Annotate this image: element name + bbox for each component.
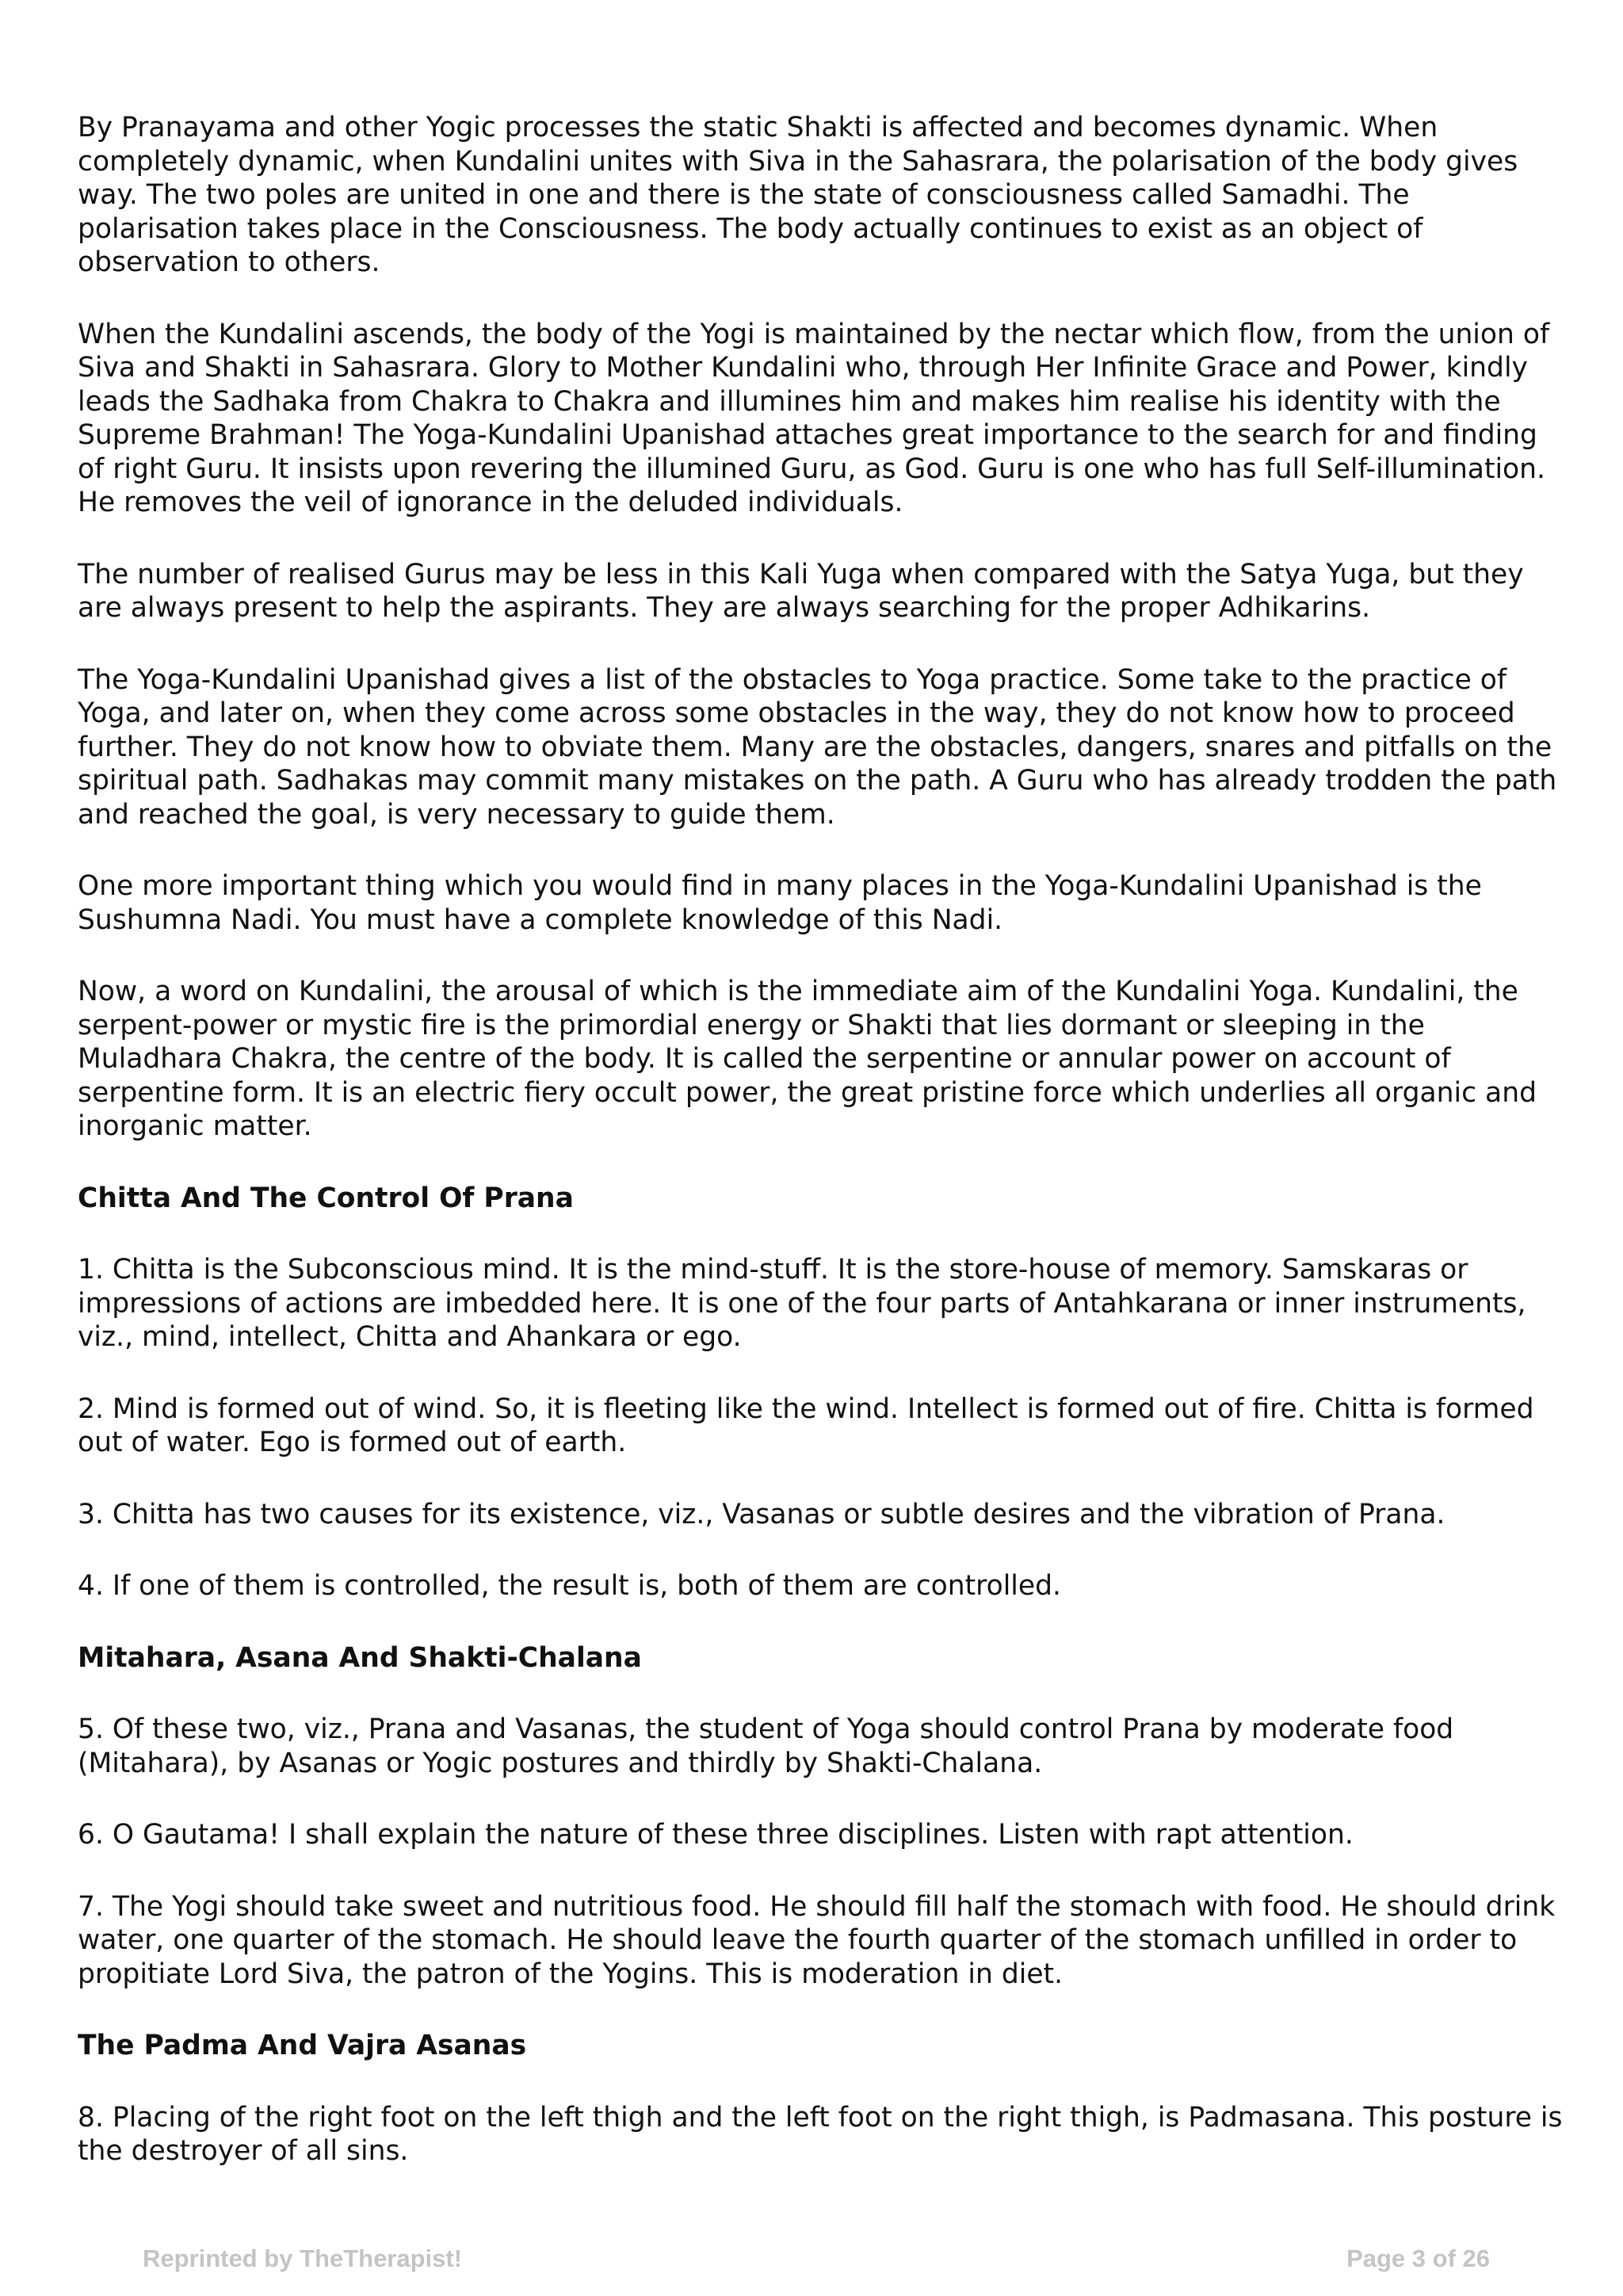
verse-2: 2. Mind is formed out of wind. So, it is fleeting like the wind. Intellect is formed out of fire. Chitta is formed out of water. Ego is formed out of earth. — [78, 1392, 1534, 1458]
paragraph-pranayama: By Pranayama and other Yogic processes the static Shakti is affected and becomes dynamic. When completely dynamic, when Kundalini unites with Siva in the Sahasrara, the polarisation of the body gives way. The two poles are united in one and there is the state of consciousness called Samadhi. The polarisation takes place in the Consciousness. The body actually continues to exist as an object of observation to others. — [78, 112, 1518, 278]
document-body — [78, 111, 1568, 2206]
paragraph-kundalini-ascends: When the Kundalini ascends, the body of the Yogi is maintained by the nectar which flow, from the union of Siva and Shakti in Sahasrara. Glory to Mother Kundalini who, through Her Infinite Grace and Power, kindly leads the Sadhaka from Chakra to Chakra and illumines him and makes him realise his identity with the Supreme Brahman! The Yoga-Kundalini Upanishad attaches great importance to the search for and finding of right Guru. It insists upon revering the illumined Guru, as God. Guru is one who has full Self-illumination. He removes the veil of ignorance in the deluded individuals. — [78, 318, 1550, 518]
footer-reprint-credit: Reprinted by TheTherapist! — [143, 2244, 463, 2272]
verse-6: 6. O Gautama! I shall explain the nature of these three disciplines. Listen with rapt attention. — [78, 1819, 1354, 1851]
section-heading-padma-vajra: The Padma And Vajra Asanas — [78, 2030, 527, 2061]
verse-7: 7. The Yogi should take sweet and nutritious food. He should fill half the stomach with food. He should drink water, one quarter of the stomach. He should leave the fourth quarter of the stomach unfilled in order to propitiate Lord Siva, the patron of the Yogins. This is moderation in diet. — [78, 1890, 1556, 1990]
verse-8: 8. Placing of the right foot on the left thigh and the left foot on the right thigh, is Padmasana. This posture is the destroyer of all sins. — [78, 2101, 1563, 2167]
section-heading-chitta: Chitta And The Control Of Prana — [78, 1182, 574, 1214]
paragraph-obstacles: The Yoga-Kundalini Upanishad gives a list of the obstacles to Yoga practice. Some take to the practice of Yoga, and later on, when they come across some obstacles in the way, they do not know how to proceed further. They do not know how to obviate them. Many are the obstacles, dangers, snares and pitfalls on the spiritual path. Sadhakas may commit many mistakes on the path. A Guru who has already trodden the path and reached the goal, is very necessary to guide them. — [78, 663, 1557, 831]
paragraph-sushumna: One more important thing which you would find in many places in the Yoga-Kundalini Upanishad is the Sushumna Nadi. You must have a complete knowledge of this Nadi. — [78, 870, 1482, 936]
paragraph-realised-gurus: The number of realised Gurus may be less in this Kali Yuga when compared with the Satya Yuga, but they are always present to help the aspirants. They are always searching for the proper Adhikarins. — [78, 558, 1524, 624]
verse-1: 1. Chitta is the Subconscious mind. It is the mind-stuff. It is the store-house of memory. Samskaras or impressions of actions are imbedded here. It is one of the four parts of Antahkarana or inner instruments, viz., mind, intellect, Chitta and Ahankara or ego. — [78, 1254, 1526, 1353]
verse-5: 5. Of these two, viz., Prana and Vasanas, the student of Yoga should control Prana by moderate food (Mitahara), by Asanas or Yogic postures and thirdly by Shakti-Chalana. — [78, 1713, 1454, 1779]
verse-3: 3. Chitta has two causes for its existence, viz., Vasanas or subtle desires and the vibration of Prana. — [78, 1498, 1445, 1530]
section-heading-mitahara: Mitahara, Asana And Shakti-Chalana — [78, 1641, 642, 1674]
footer-page-number: Page 3 of 26 — [1346, 2244, 1490, 2272]
verse-4: 4. If one of them is controlled, the result is, both of them are controlled. — [78, 1570, 1061, 1602]
paragraph-kundalini-word: Now, a word on Kundalini, the arousal of which is the immediate aim of the Kundalini Yoga. Kundalini, the serpent-power or mystic fire is the primordial energy or Shakti that lies dormant or sleeping in the Muladhara Chakra, the centre of the body. It is called the serpentine or annular power on account of serpentine form. It is an electric fiery occult power, the great pristine force which underlies all organic and inorganic matter. — [78, 976, 1537, 1142]
